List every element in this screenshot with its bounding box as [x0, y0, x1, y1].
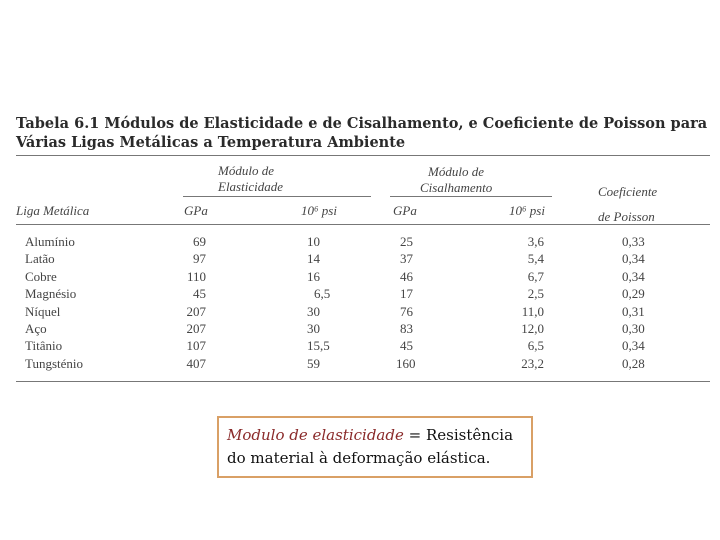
cell-alloy: Tungsténio	[25, 355, 84, 371]
cell-alloy: Aço	[25, 321, 47, 337]
cell-g-gpa: 76	[400, 303, 413, 319]
column-header-e-psi: 10⁶ psi	[301, 203, 337, 218]
cell-g-gpa: 46	[400, 268, 413, 284]
group-rule-elasticity	[183, 196, 371, 197]
column-poisson	[622, 233, 645, 372]
group-header-shear-line1: Módulo de	[428, 164, 484, 179]
cell-e-psi: 15,5	[307, 338, 330, 354]
column-g-gpa	[396, 233, 416, 372]
cell-poisson: 0,30	[622, 321, 645, 337]
cell-alloy: Alumínio	[25, 234, 75, 249]
cell-e-gpa: 110	[186, 268, 206, 284]
cell-e-psi: 30	[307, 321, 320, 337]
cell-e-gpa: 207	[186, 321, 206, 337]
column-header-g-gpa: GPa	[393, 203, 417, 218]
cell-e-psi: 14	[307, 251, 320, 267]
cell-e-gpa: 69	[193, 234, 206, 249]
header-rule	[16, 224, 710, 225]
cell-poisson: 0,28	[622, 355, 645, 371]
cell-g-psi: 2,5	[527, 286, 544, 302]
table-number: Tabela 6.1	[16, 115, 100, 132]
column-header-alloy: Liga Metálica	[16, 203, 90, 218]
cell-alloy: Cobre	[25, 268, 57, 284]
cell-poisson: 0,33	[622, 234, 645, 249]
cell-poisson: 0,29	[622, 286, 645, 302]
group-header-shear	[420, 164, 492, 196]
column-alloy	[25, 233, 83, 372]
group-header-shear-line2: Cisalhamento	[420, 180, 493, 195]
cell-e-gpa: 107	[186, 338, 206, 354]
table-title-text: Módulos de Elasticidade e de Cisalhamento, e Coeficiente de Poisson para Várias Ligas Metálicas a Temperatura Ambiente	[16, 115, 708, 151]
cell-e-psi: 30	[307, 303, 320, 319]
cell-e-psi: 10	[307, 234, 320, 249]
cell-alloy: Titânio	[25, 338, 63, 354]
group-header-poisson-line1: Coeficiente	[598, 184, 658, 199]
column-g-psi	[500, 233, 544, 372]
column-header-e-gpa: GPa	[184, 203, 208, 218]
group-header-elasticity-line1: Módulo de	[218, 163, 274, 178]
note-definition: = Resistência do material à deformação elástica.	[227, 426, 514, 467]
top-rule	[16, 155, 710, 156]
definition-note	[217, 416, 533, 478]
cell-g-psi: 23,2	[521, 355, 544, 371]
cell-e-psi: 59	[307, 355, 320, 371]
column-e-gpa	[170, 233, 206, 372]
cell-g-gpa: 25	[400, 234, 413, 249]
cell-e-gpa: 207	[186, 303, 206, 319]
cell-alloy: Magnésio	[25, 286, 77, 302]
table-title	[16, 114, 711, 152]
cell-poisson: 0,34	[622, 268, 645, 284]
cell-e-gpa: 45	[193, 286, 206, 302]
cell-g-psi: 3,6	[527, 234, 544, 249]
group-header-elasticity-line2: Elasticidade	[218, 179, 283, 194]
column-e-psi	[307, 233, 330, 372]
cell-alloy: Níquel	[25, 303, 61, 319]
group-header-poisson	[598, 179, 657, 229]
cell-poisson: 0,34	[622, 338, 645, 354]
cell-g-psi: 11,0	[521, 303, 544, 319]
cell-g-psi: 5,4	[527, 251, 544, 267]
cell-alloy: Latão	[25, 251, 55, 267]
group-header-elasticity	[218, 163, 283, 195]
cell-g-psi: 6,5	[527, 338, 544, 354]
bottom-rule	[16, 381, 710, 382]
cell-g-gpa: 17	[400, 286, 413, 302]
cell-e-gpa: 97	[193, 251, 206, 267]
column-header-g-psi: 10⁶ psi	[509, 203, 545, 218]
cell-e-gpa: 407	[186, 355, 206, 371]
cell-e-psi: 6,5	[314, 286, 331, 302]
cell-g-gpa: 83	[400, 321, 413, 337]
cell-g-gpa: 160	[396, 355, 416, 371]
cell-poisson: 0,34	[622, 251, 645, 267]
cell-poisson: 0,31	[622, 303, 645, 319]
cell-e-psi: 16	[307, 268, 320, 284]
cell-g-gpa: 45	[400, 338, 413, 354]
note-term: Modulo de elasticidade	[227, 426, 404, 444]
cell-g-gpa: 37	[400, 251, 413, 267]
cell-g-psi: 6,7	[527, 268, 544, 284]
cell-g-psi: 12,0	[521, 321, 544, 337]
group-header-poisson-line2: de Poisson	[598, 209, 655, 224]
group-rule-shear	[390, 196, 552, 197]
